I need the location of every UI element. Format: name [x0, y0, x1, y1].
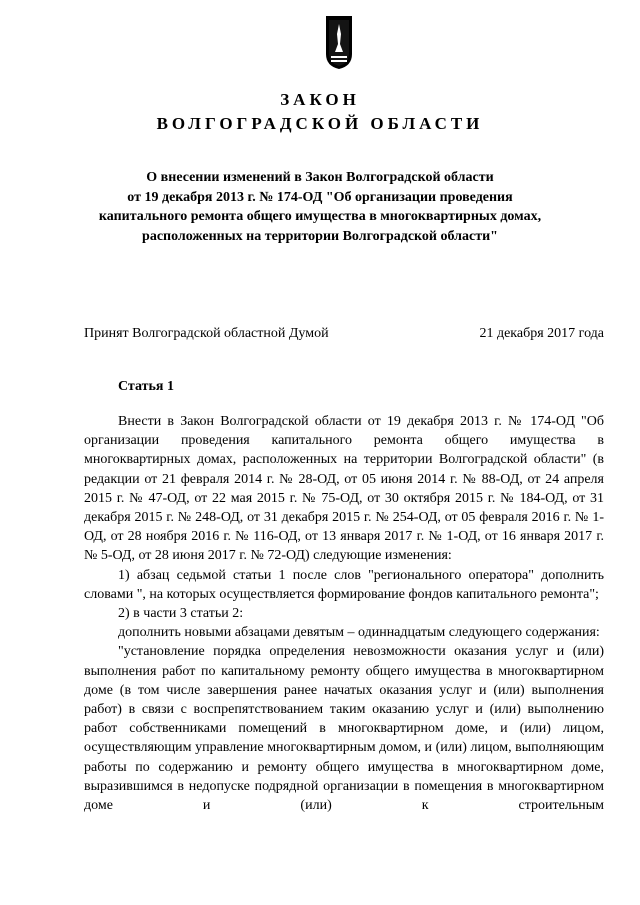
coat-of-arms-icon [324, 14, 354, 70]
adopted-by: Принят Волгоградской областной Думой [84, 326, 329, 341]
document-body [84, 412, 604, 815]
subtitle-line: О внесении изменений в Закон Волгоградской области [146, 170, 494, 185]
law-subtitle [60, 168, 580, 246]
subtitle-line: от 19 декабря 2013 г. № 174-ОД "Об организации проведения [127, 189, 513, 205]
law-title: ЗАКОН [280, 90, 360, 109]
adoption-date: 21 декабря 2017 года [479, 326, 604, 341]
paragraph: "установление порядка определения невозможности оказания услуг и (или) выполнения работ по капитальному ремонту общего имущества в многоквартирном доме (в том числе завершения ранее начатых оказания услуг и (или) выполнения работ) в связи с воспрепятствованием таким оказанию услуг и (или) выполнению работ собственниками помещений в многоквартирном доме, и (или) лицом, осуществляющим управление многоквартирным домом, и (или) лицом, выполняющим работы по содержанию и ремонту общего имущества в многоквартирном доме, выразившимся в недопуске подрядной организации в помещения в многоквартирном доме и (или) к строительным [84, 644, 604, 814]
paragraph: дополнить новыми абзацами девятым – одиннадцатым следующего содержания: [118, 625, 600, 641]
region-title: ВОЛГОГРАДСКОЙ ОБЛАСТИ [156, 114, 484, 133]
subtitle-line: расположенных на территории Волгоградской области" [142, 228, 498, 244]
paragraph: 1) абзац седьмой статьи 1 после слов "регионального оператора" дополнить словами ", на которых осуществляется формирование фондов капитального ремонта"; [84, 567, 604, 602]
paragraph: Внести в Закон Волгоградской области от 19 декабря 2013 г. № 174-ОД "Об организации проведения капитального ремонта общего имущества в многоквартирных домах, расположенных на территории Волгоградской области" (в редакции от 21 февраля 2014 г. № 28-ОД, от 05 июня 2014 г. № 88-ОД, от 24 апреля 2015 г. № 47-ОД, от 22 мая 2015 г. № 75-ОД, от 30 октября 2015 г. № 184-ОД, от 31 декабря 2015 г. № 248-ОД, от 31 декабря 2015 г. № 254-ОД, от 05 февраля 2016 г. № 1-ОД, от 28 ноября 2016 г. № 116-ОД, от 13 января 2017 г. № 1-ОД, от 16 января 2017 г. № 5-ОД, от 28 июня 2017 г. № 72-ОД) следующие изменения: [84, 414, 604, 564]
subtitle-line: капитального ремонта общего имущества в многоквартирных домах, [98, 209, 542, 224]
article-heading: Статья 1 [118, 379, 174, 394]
paragraph: 2) в части 3 статьи 2: [118, 606, 244, 622]
